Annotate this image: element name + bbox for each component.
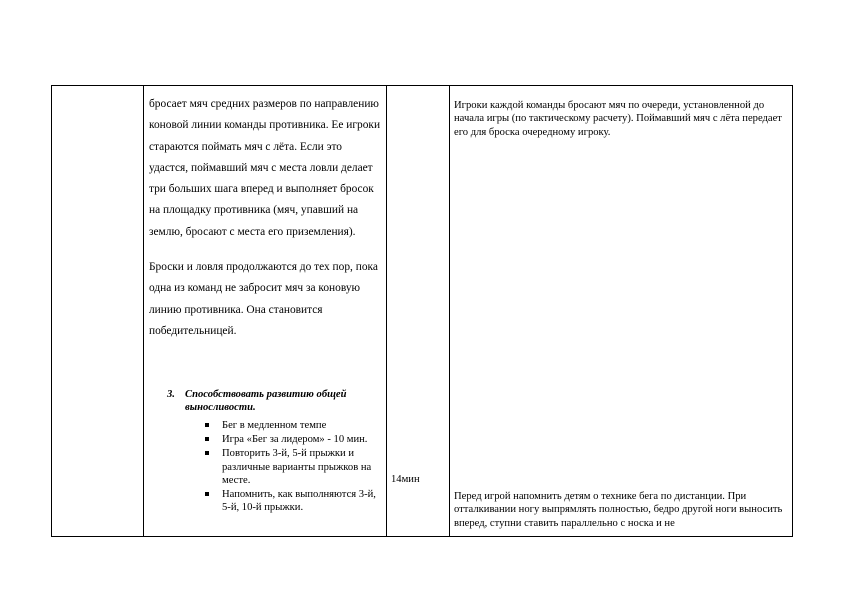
duration-label: 14мин (391, 474, 420, 485)
list-item: Игра «Бег за лидером» - 10 мин. (205, 433, 380, 446)
game-end-paragraph: Броски и ловля продолжаются до тех пор, пока одна из команд не забросит мяч за коновую линию противника. Она становится победительницей. (149, 261, 378, 337)
game-rules-paragraph: бросает мяч средних размеров по направлению коновой линии команды противника. Ее игроки стараются поймать мяч с лёта. Если это удастся, поймавший мяч с места ловли делает три больших шага вперед и выполняет бросок на площадку противника (мяч, упавший на землю, бросают с места его приземления). (149, 98, 381, 238)
bullet-square-icon (205, 437, 209, 441)
bullet-square-icon (205, 451, 209, 455)
table-border-left (51, 85, 52, 537)
column-divider-3 (449, 85, 450, 537)
list-item: Повторить 3-й, 5-й прыжки и различные варианты прыжков на месте. (205, 447, 380, 487)
bullet-square-icon (205, 492, 209, 496)
bullet-square-icon (205, 423, 209, 427)
list-item: Напомнить, как выполняются 3-й, 5-й, 10-й прыжки. (205, 488, 380, 514)
methodical-note-1: Игроки каждой команды бросают мяч по очереди, установленной до начала игры (по тактическому расчету). Поймавший мяч с лёта передает его для броска очередному игроку. (454, 100, 782, 138)
section-number: 3. (167, 389, 175, 400)
section-heading (167, 388, 382, 415)
section-title: Способствовать развитию общей выносливости. (185, 389, 347, 414)
table-border-right (792, 85, 793, 537)
column-divider-2 (386, 85, 387, 537)
column-divider-1 (143, 85, 144, 537)
methodical-note-2: Перед игрой напомнить детям о технике бега по дистанции. При отталкивании ногу выпрямлять полностью, бедро другой ноги выносить вперед, ступни ставить параллельно с носка и не (454, 491, 783, 529)
game-description-cell (149, 94, 383, 342)
list-item: Бег в медленном темпе (205, 419, 380, 432)
exercise-list (205, 419, 380, 515)
